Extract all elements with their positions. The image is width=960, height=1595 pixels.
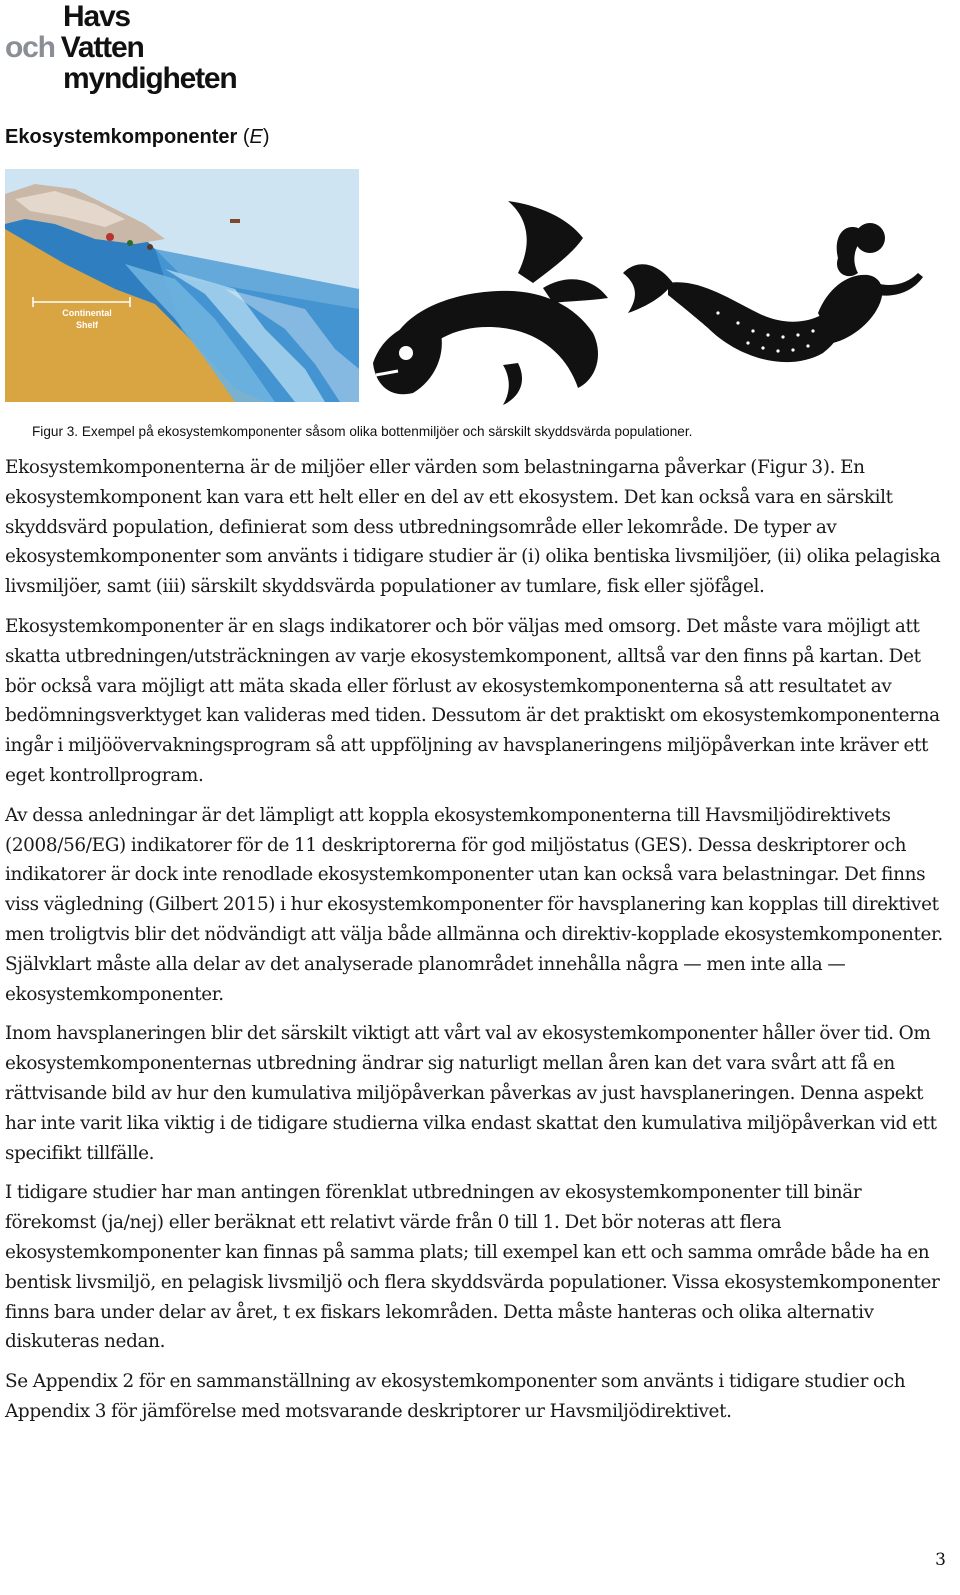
logo-vatten: Vatten — [60, 31, 144, 64]
page-number: 3 — [935, 1550, 946, 1570]
agency-logo — [5, 0, 255, 100]
section-heading — [5, 126, 270, 149]
heading-paren-close: ) — [262, 126, 270, 148]
paragraph: Se Appendix 2 för en sammanställning av ekosystemkomponenter som använts i tidigare studier och Appendix 3 för jämförelse med motsvarande deskriptorer ur Havsmiljödirektivet. — [5, 1371, 906, 1422]
logo-line-1: Havs — [63, 0, 130, 33]
fish-silhouette-icon — [368, 183, 618, 408]
figure-caption: Figur 3. Exempel på ekosystemkomponenter såsom olika bottenmiljöer och särskilt skyddsvärda populationer. — [32, 424, 693, 439]
logo-line-3: myndigheten — [63, 62, 237, 95]
figure-3 — [0, 165, 960, 415]
heading-title: Ekosystemkomponenter — [5, 126, 238, 148]
paragraph: Av dessa anledningar är det lämpligt att koppla ekosystemkomponenterna till Havsmiljödirektivets (2008/56/EG) indikatorer för de 11 deskriptorerna för god miljöstatus (GES). Dessa deskriptorer och indikatorer är dock inte renodlade ekosystemkomponenter utan kan också vara belastningar. Det finns viss vägledning (Gilbert 2015) i hur ekosystemkomponenter för havsplanering kan kopplas till direktivet men troligtvis blir det nödvändigt att välja både allmänna och direktiv-kopplade ekosystemkomponenter. Självklart måste alla delar av det analyserade planområdet innehålla några — men inte alla — ekosystemkomponenter. — [5, 804, 943, 1005]
logo-och: och — [5, 31, 55, 64]
mermaid-silhouette-icon — [618, 203, 928, 368]
map-label-shelf: Shelf — [75, 320, 99, 330]
paragraph: Inom havsplaneringen blir det särskilt viktigt att vårt val av ekosystemkomponenter håller över tid. Om ekosystemkomponenternas utbredning ändrar sig naturligt mellan åren kan det vara svårt att få en rättvisande bild av hur den kumulativa miljöpåverkan påverkas av just havsplaneringen. Denna aspekt har inte varit lika viktig i de tidigare studierna vilka endast skattat den kumulativa miljöpåverkan vid ett specifikt tillfälle. — [5, 1023, 937, 1164]
heading-letter: E — [249, 126, 263, 148]
paragraph: Ekosystemkomponenter är en slags indikatorer och bör väljas med omsorg. Det måste vara möjligt att skatta utbredningen/utsträckningen av varje ekosystemkomponent, alltså var den finns på kartan. Det bör också vara möjligt att mäta skada eller förlust av ekosystemkomponenterna så att resultatet av bedömningsverktyget kan valideras med tiden. Dessutom är det praktiskt om ekosystemkomponenterna ingår i miljöövervakningsprogram så att uppföljning av havsplaneringens miljöpåverkan inte kräver ett eget kontrollprogram. — [5, 615, 940, 786]
map-label-continental: Continental — [62, 308, 112, 318]
heading-paren-open: ( — [242, 126, 250, 148]
logo-line-2 — [5, 31, 144, 65]
seafloor-illustration — [5, 169, 359, 402]
paragraph: Ekosystemkomponenterna är de miljöer eller värden som belastningarna påverkar (Figur 3). En ekosystemkomponent kan vara ett helt eller en del av ett ekosystem. Det kan också vara en särskilt skyddsvärd population, definierat som dess utbredningsområde eller lekområde. De typer av ekosystemkomponenter som använts i tidigare studier är (i) olika bentiska livsmiljöer, (ii) olika pelagiska livsmiljöer, samt (iii) särskilt skyddsvärda populationer av tumlare, fisk eller sjöfågel. — [5, 457, 941, 598]
body-text — [5, 453, 950, 1437]
paragraph: I tidigare studier har man antingen förenklat utbredningen av ekosystemkomponenter till binär förekomst (ja/nej) eller beräknat ett relativt värde från 0 till 1. Det bör noteras att flera ekosystemkomponenter kan finnas på samma plats; till exempel kan ett och samma område både ha en bentisk livsmiljö, en pelagisk livsmiljö och flera skyddsvärda populationer. Vissa ekosystemkomponenter finns bara under delar av året, t ex fiskars lekområden. Detta måste hanteras och olika alternativ diskuteras nedan. — [5, 1182, 940, 1353]
